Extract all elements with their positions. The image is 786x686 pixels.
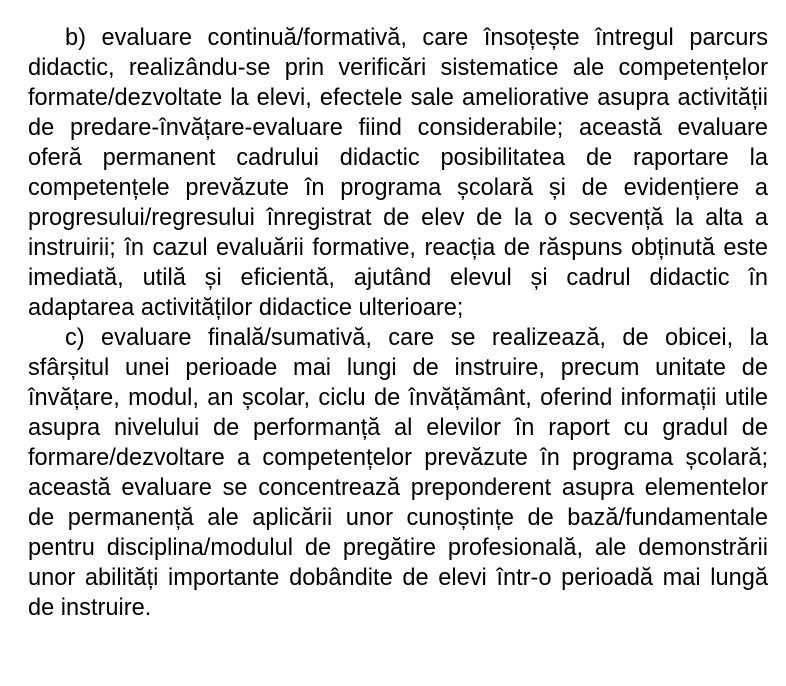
paragraph-b-continuous-evaluation: b) evaluare continuă/formativă, care însoțește întregul parcurs didactic, realizându-se prin verificări sistematice ale competențelor formate/dezvoltate la elevi, efectele sale ameliorative asupra activității de predare-învățare-evaluare fiind considerabile; această evaluare oferă permanent cadrului didactic posibilitatea de raportare la competențele prevăzute în programa școlară și de evidențiere a progresului/regresului înregistrat de elev de la o secvență la alta a instruirii; în cazul evaluării formative, reacția de răspuns obținută este imediată, utilă și eficientă, ajutând elevul și cadrul didactic în adaptarea activităților didactice ulterioare; [28,25,768,321]
paragraph-c-final-evaluation: c) evaluare finală/sumativă, care se realizează, de obicei, la sfârșitul unei perioade mai lungi de instruire, precum unitate de învățare, modul, an școlar, ciclu de învățământ, oferind informații utile asupra nivelului de performanță al elevilor în raport cu gradul de formare/dezvoltare a competențelor prevăzute în programa școlară; această evaluare se concentrează preponderent asupra elementelor de permanență ale aplicării unor cunoștințe de bază/fundamentale pentru disciplina/modulul de pregătire profesională, ale demonstrării unor abilități importante dobândite de elevi într-o perioadă mai lungă de instruire. [28,325,768,621]
